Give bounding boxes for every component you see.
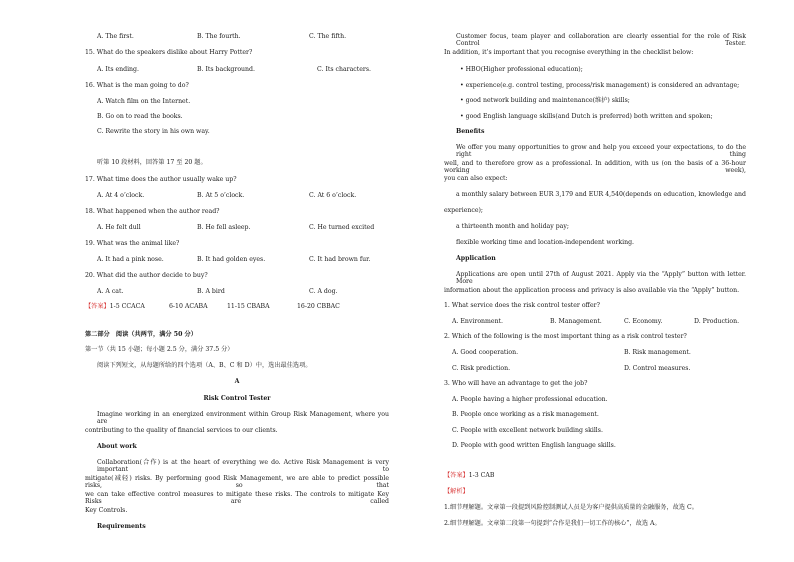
answer-line-right (444, 472, 494, 479)
explanation-2: 2.细节理解题。文章第二段第一句提到“合作是我们一切工作的核心”，故选 A。 (444, 520, 661, 527)
question-18: 18. What happened when the author read? (85, 208, 220, 215)
checklist-item-4: • good English language skills(and Dutch is preferred) both written and spoken; (460, 113, 713, 120)
q3-option-b: B. People once working as a risk management. (452, 411, 599, 418)
question-3: 3. Who will have an advantage to get the job? (444, 380, 588, 387)
q15-option-c: C. Its characters. (317, 66, 372, 73)
q3-option-c: C. People with excellent network building skills. (452, 427, 603, 434)
checklist-item-1: • HBO(Higher professional education); (460, 66, 583, 73)
q17-option-a: A. At 4 o’clock. (97, 192, 145, 199)
question-1: 1. What service does the risk control tester offer? (444, 302, 600, 309)
q1-option-b: B. Management. (550, 318, 602, 325)
question-17: 17. What time does the author usually wake up? (85, 176, 237, 183)
question-20: 20. What did the author decide to buy? (85, 272, 208, 279)
part-2-heading: 第二部分 阅读（共两节，满分 50 分） (85, 331, 197, 338)
passage-p3-line1: Customer focus, team player and collaboration are clearly essential for the role of Risk Control Tester. (456, 33, 746, 48)
question-15: 15. What do the speakers dislike about Harry Potter? (85, 49, 253, 56)
q14-option-c: C. The fifth. (309, 33, 347, 40)
q16-option-c: C. Rewrite the story in his own way. (97, 128, 210, 135)
q19-option-a: A. It had a pink nose. (97, 256, 164, 263)
q1-option-a: A. Environment. (452, 318, 504, 325)
q20-option-b: B. A bird (197, 288, 225, 295)
q18-option-c: C. He turned excited (309, 224, 375, 231)
benefits-line3: you can also expect: (444, 175, 508, 182)
answer-part-1: 1-5 CCACA (109, 303, 145, 310)
q15-option-a: A. Its ending. (97, 66, 139, 73)
listening-instruction: 听第 10 段材料，回答第 17 至 20 题。 (97, 159, 207, 166)
q3-option-a: A. People having a higher professional education. (452, 396, 608, 403)
application-heading: Application (456, 255, 496, 262)
answer-value-right: 1-3 CAB (468, 472, 495, 479)
q18-option-b: B. He fell asleep. (197, 224, 251, 231)
q2-option-d: D. Control measures. (624, 365, 691, 372)
q2-option-c: C. Risk prediction. (452, 365, 511, 372)
answer-part-4: 16-20 CBBAC (297, 303, 340, 310)
checklist-item-1-text: HBO(Higher professional education); (465, 66, 583, 73)
q14-option-b: B. The fourth. (197, 33, 241, 40)
checklist-item-4-text: good English language skills(and Dutch is preferred) both written and spoken; (465, 113, 713, 120)
answer-tag: 【答案】 (85, 303, 110, 310)
benefits-line1: We offer you many opportunities to grow and help you exceed your expectations, to do the right thing (456, 144, 746, 159)
q19-option-b: B. It had golden eyes. (197, 256, 266, 263)
question-16: 16. What is the man going to do? (85, 82, 189, 89)
q16-option-b: B. Go on to read the books. (97, 113, 183, 120)
passage-p1-line1: Imagine working in an energized environment within Group Risk Management, where you are (97, 411, 389, 426)
q19-option-c: C. It had brown fur. (309, 256, 371, 263)
benefits-line6: a thirteenth month and holiday pay; (456, 223, 569, 230)
about-work-heading: About work (97, 443, 137, 450)
passage-p1-line2: contributing to the quality of financial services to our clients. (85, 427, 278, 434)
application-line1: Applications are open until 27th of August 2021. Apply via the “Apply” button with letter. More (456, 271, 746, 286)
q1-option-c: C. Economy. (624, 318, 663, 325)
passage-p2-line3: we can take effective control measures to mitigate these risks. The controls to mitigate Key Risks are called (85, 491, 389, 506)
q16-option-a: A. Watch film on the Internet. (97, 98, 191, 105)
benefits-heading: Benefits (456, 128, 485, 135)
passage-p2-line2: mitigate(减轻) risks. By performing good Risk Management, we are able to predict possible risks, so that (85, 475, 389, 490)
checklist-item-3-text: good network building and maintenance(维护) skills; (465, 97, 630, 104)
checklist-item-2-text: experience(e.g. control testing, process/risk management) is considered an advantage; (465, 82, 740, 89)
passage-p2-line1: Collaboration(合作) is at the heart of everything we do. Active Risk Management is very important to (97, 459, 389, 474)
q20-option-c: C. A dog. (309, 288, 338, 295)
answer-part-3: 11-15 CBABA (227, 303, 270, 310)
question-19: 19. What was the animal like? (85, 240, 180, 247)
answer-part-2: 6-10 ACABA (169, 303, 208, 310)
q2-option-a: A. Good cooperation. (452, 349, 519, 356)
answer-line (85, 303, 145, 310)
q14-option-a: A. The first. (97, 33, 134, 40)
benefits-line2: well, and to therefore grow as a professional. In addition, with us (on the basis of a 36-hour working week), (444, 160, 746, 175)
answer-tag-right: 【答案】 (444, 472, 469, 479)
q20-option-a: A. A cat. (97, 288, 124, 295)
reading-instruction: 阅读下列短文，从每题所给的四个选项（A、B、C 和 D）中，选出最佳选项。 (97, 362, 312, 369)
question-2: 2. Which of the following is the most important thing as a risk control tester? (444, 333, 687, 340)
q17-option-c: C. At 6 o’clock. (309, 192, 357, 199)
passage-title: Risk Control Tester (203, 395, 271, 402)
q15-option-b: B. Its background. (197, 66, 255, 73)
checklist-item-3: • good network building and maintenance(维护) skills; (460, 97, 630, 104)
benefits-line7: flexible working time and location-independent working. (456, 239, 635, 246)
benefits-line4: a monthly salary between EUR 3,179 and EUR 4,540(depends on education, knowledge and (456, 191, 746, 198)
analysis-tag: 【解析】 (444, 488, 469, 495)
q1-option-d: D. Production. (694, 318, 740, 325)
requirements-heading: Requirements (97, 523, 146, 530)
passage-p2-line4: Key Controls. (85, 507, 128, 514)
application-line2: information about the application process and privacy is also available via the “Apply” button. (444, 287, 740, 294)
passage-letter: A (234, 378, 240, 385)
q3-option-d: D. People with good written English language skills. (452, 442, 616, 449)
q17-option-b: B. At 5 o’clock. (197, 192, 245, 199)
explanation-1: 1.细节理解题。文章第一段提到风险控制测试人员是为客户提供高质量的金融服务，故选 C。 (444, 504, 698, 511)
checklist-item-2: • experience(e.g. control testing, process/risk management) is considered an advantage; (460, 82, 740, 89)
q2-option-b: B. Risk management. (624, 349, 691, 356)
q18-option-a: A. He felt dull (97, 224, 141, 231)
passage-p3-line2: In addition, it’s important that you recognise everything in the checklist below: (444, 49, 694, 56)
section-1-heading: 第一节（共 15 小题；每小题 2.5 分，满分 37.5 分） (85, 346, 234, 353)
benefits-line5: experience); (444, 207, 483, 214)
